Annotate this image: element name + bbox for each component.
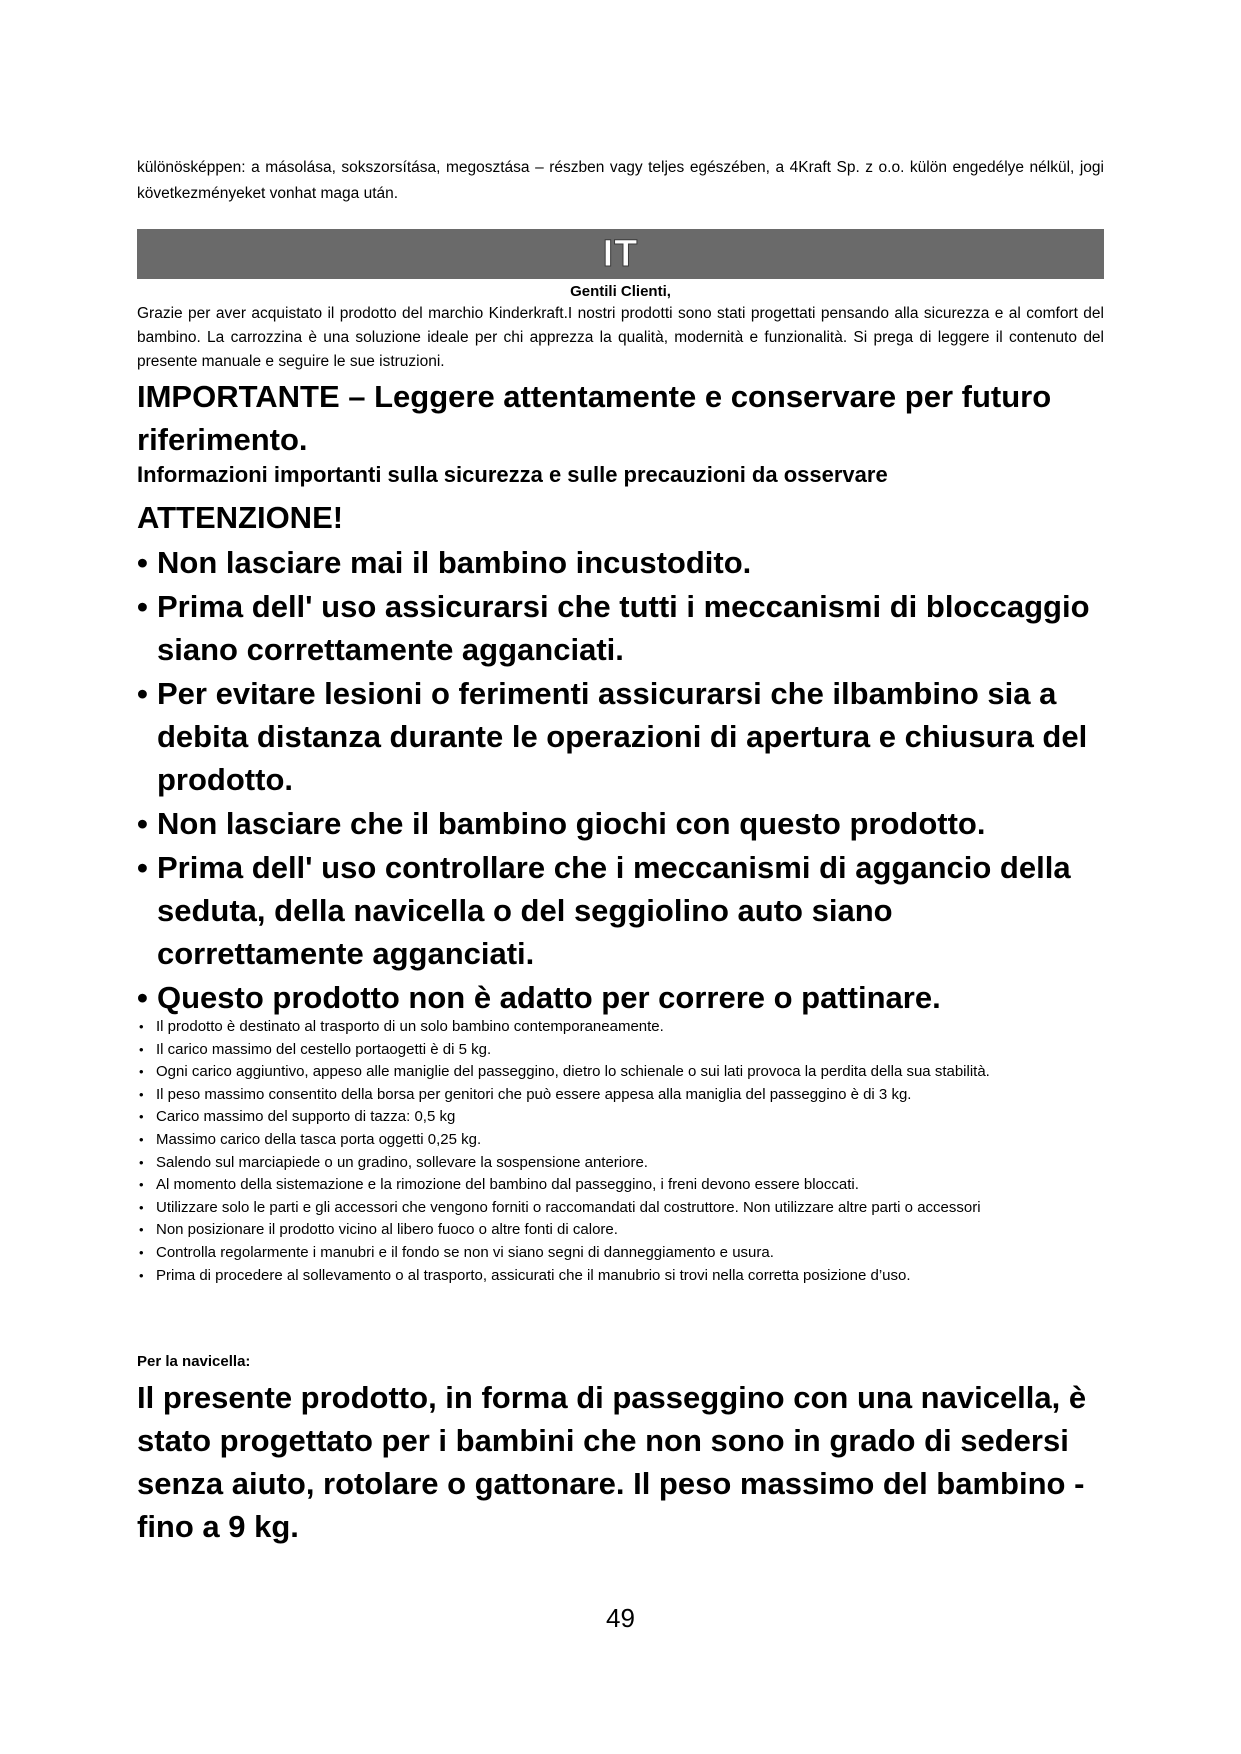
warning-item: • Questo prodotto non è adatto per correre o pattinare. [137,976,1104,1019]
precaution-item: • Carico massimo del supporto di tazza: 0,5 kg [139,1108,456,1126]
bullet-icon: • [139,1222,144,1238]
bullet-icon: • [139,1019,144,1034]
bullet-icon: • [139,1244,144,1260]
important-heading: IMPORTANTE – Leggere attentamente e conservare per futuro riferimento. [137,379,1052,457]
bullet-icon: • [139,1064,144,1080]
warning-item: • Non lasciare che il bambino giochi con questo prodotto. [137,802,1104,845]
bullet-icon: • [139,1199,144,1215]
precaution-item: • Il peso massimo consentito della borsa per genitori che può essere appesa alla maniglia del passeggino è di 3 kg. [139,1085,912,1103]
attention-heading: ATTENZIONE! [137,500,344,535]
greeting: Gentili Clienti, [570,283,671,300]
warning-item: • Prima dell' uso assicurarsi che tutti i meccanismi di bloccaggio siano correttamente agganciati. [137,585,1104,671]
language-header-bar [137,229,1104,279]
precaution-item: • Ogni carico aggiuntivo, appeso alle maniglie del passeggino, dietro lo schienale o sui lati provoca la perdita della sua stabilità. [139,1063,990,1081]
precaution-item: • Al momento della sistemazione e la rimozione del bambino dal passeggino, i freni devono essere bloccati. [139,1176,859,1194]
bullet-icon: • [139,1131,144,1147]
bullet-icon: • [137,545,148,580]
bullet-icon: • [137,850,148,885]
precaution-item: • Salendo sul marciapiede o un gradino, sollevare la sospensione anteriore. [139,1153,648,1171]
warning-item: • Prima dell' uso controllare che i meccanismi di aggancio della seduta, della navicella o del seggiolino auto siano correttamente agganciati. [137,846,1104,975]
bullet-icon: • [139,1177,144,1193]
warning-item: • Non lasciare mai il bambino incustodito. [137,541,1104,584]
bullet-icon: • [137,980,148,1015]
bullet-icon: • [139,1086,144,1102]
precaution-item: • Prima di procedere al sollevamento o al trasporto, assicurati che il manubrio si trovi nella corretta posizione d’uso. [139,1266,911,1284]
language-code: IT [602,232,639,275]
intro-top-paragraph: különösképpen: a másolása, sokszorsítása, megosztása – részben vagy teljes egészében, a 4Kraft Sp. z o.o. külön engedélye nélkül, jogi következményeket vonhat maga után. [137,159,1104,202]
precaution-item: • Il carico massimo del cestello portaogetti è di 5 kg. [139,1040,492,1058]
precaution-item: • Controlla regolarmente i manubri e il fondo se non vi siano segni di danneggiamento e usura. [139,1243,774,1261]
precaution-item: • Il prodotto è destinato al trasporto di un solo bambino contemporaneamente. [139,1018,664,1035]
carrycot-label: Per la navicella: [137,1353,251,1370]
precaution-item: • Utilizzare solo le parti e gli accessori che vengono forniti o raccomandati dal costruttore. Non utilizzare altre parti o accessori [139,1198,981,1216]
precaution-item: • Massimo carico della tasca porta oggetti 0,25 kg. [139,1130,482,1148]
carrycot-warning: Il presente prodotto, in forma di passeggino con una navicella, è stato progettato per i bambini che non sono in grado di sedersi senza aiuto, rotolare o gattonare. Il peso massimo del bambino - fino a 9 kg. [137,1380,1087,1544]
bullet-icon: • [139,1154,144,1170]
safety-info-title: Informazioni importanti sulla sicurezza e sulle precauzioni da osservare [137,462,888,487]
bullet-icon: • [139,1041,144,1057]
bullet-icon: • [137,676,148,711]
bullet-icon: • [137,589,148,624]
intro-paragraph: Grazie per aver acquistato il prodotto del marchio Kinderkraft.I nostri prodotti sono stati progettati pensando alla sicurezza e al comfort del bambino. La carrozzina è una soluzione ideale per chi apprezza la qualità, modernità e funzionalità. Si prega di leggere il contenuto del presente manuale e seguire le sue istruzioni. [137,305,1104,370]
page-number: 49 [606,1603,635,1633]
bullet-icon: • [139,1109,144,1125]
warning-list [137,541,1104,1020]
precaution-list [137,1018,1104,1289]
precaution-item: • Non posizionare il prodotto vicino al libero fuoco o altre fonti di calore. [139,1221,618,1239]
warning-item: • Per evitare lesioni o ferimenti assicurarsi che ilbambino sia a debita distanza durante le operazioni di apertura e chiusura del prodotto. [137,672,1104,801]
bullet-icon: • [137,806,148,841]
bullet-icon: • [139,1267,144,1283]
